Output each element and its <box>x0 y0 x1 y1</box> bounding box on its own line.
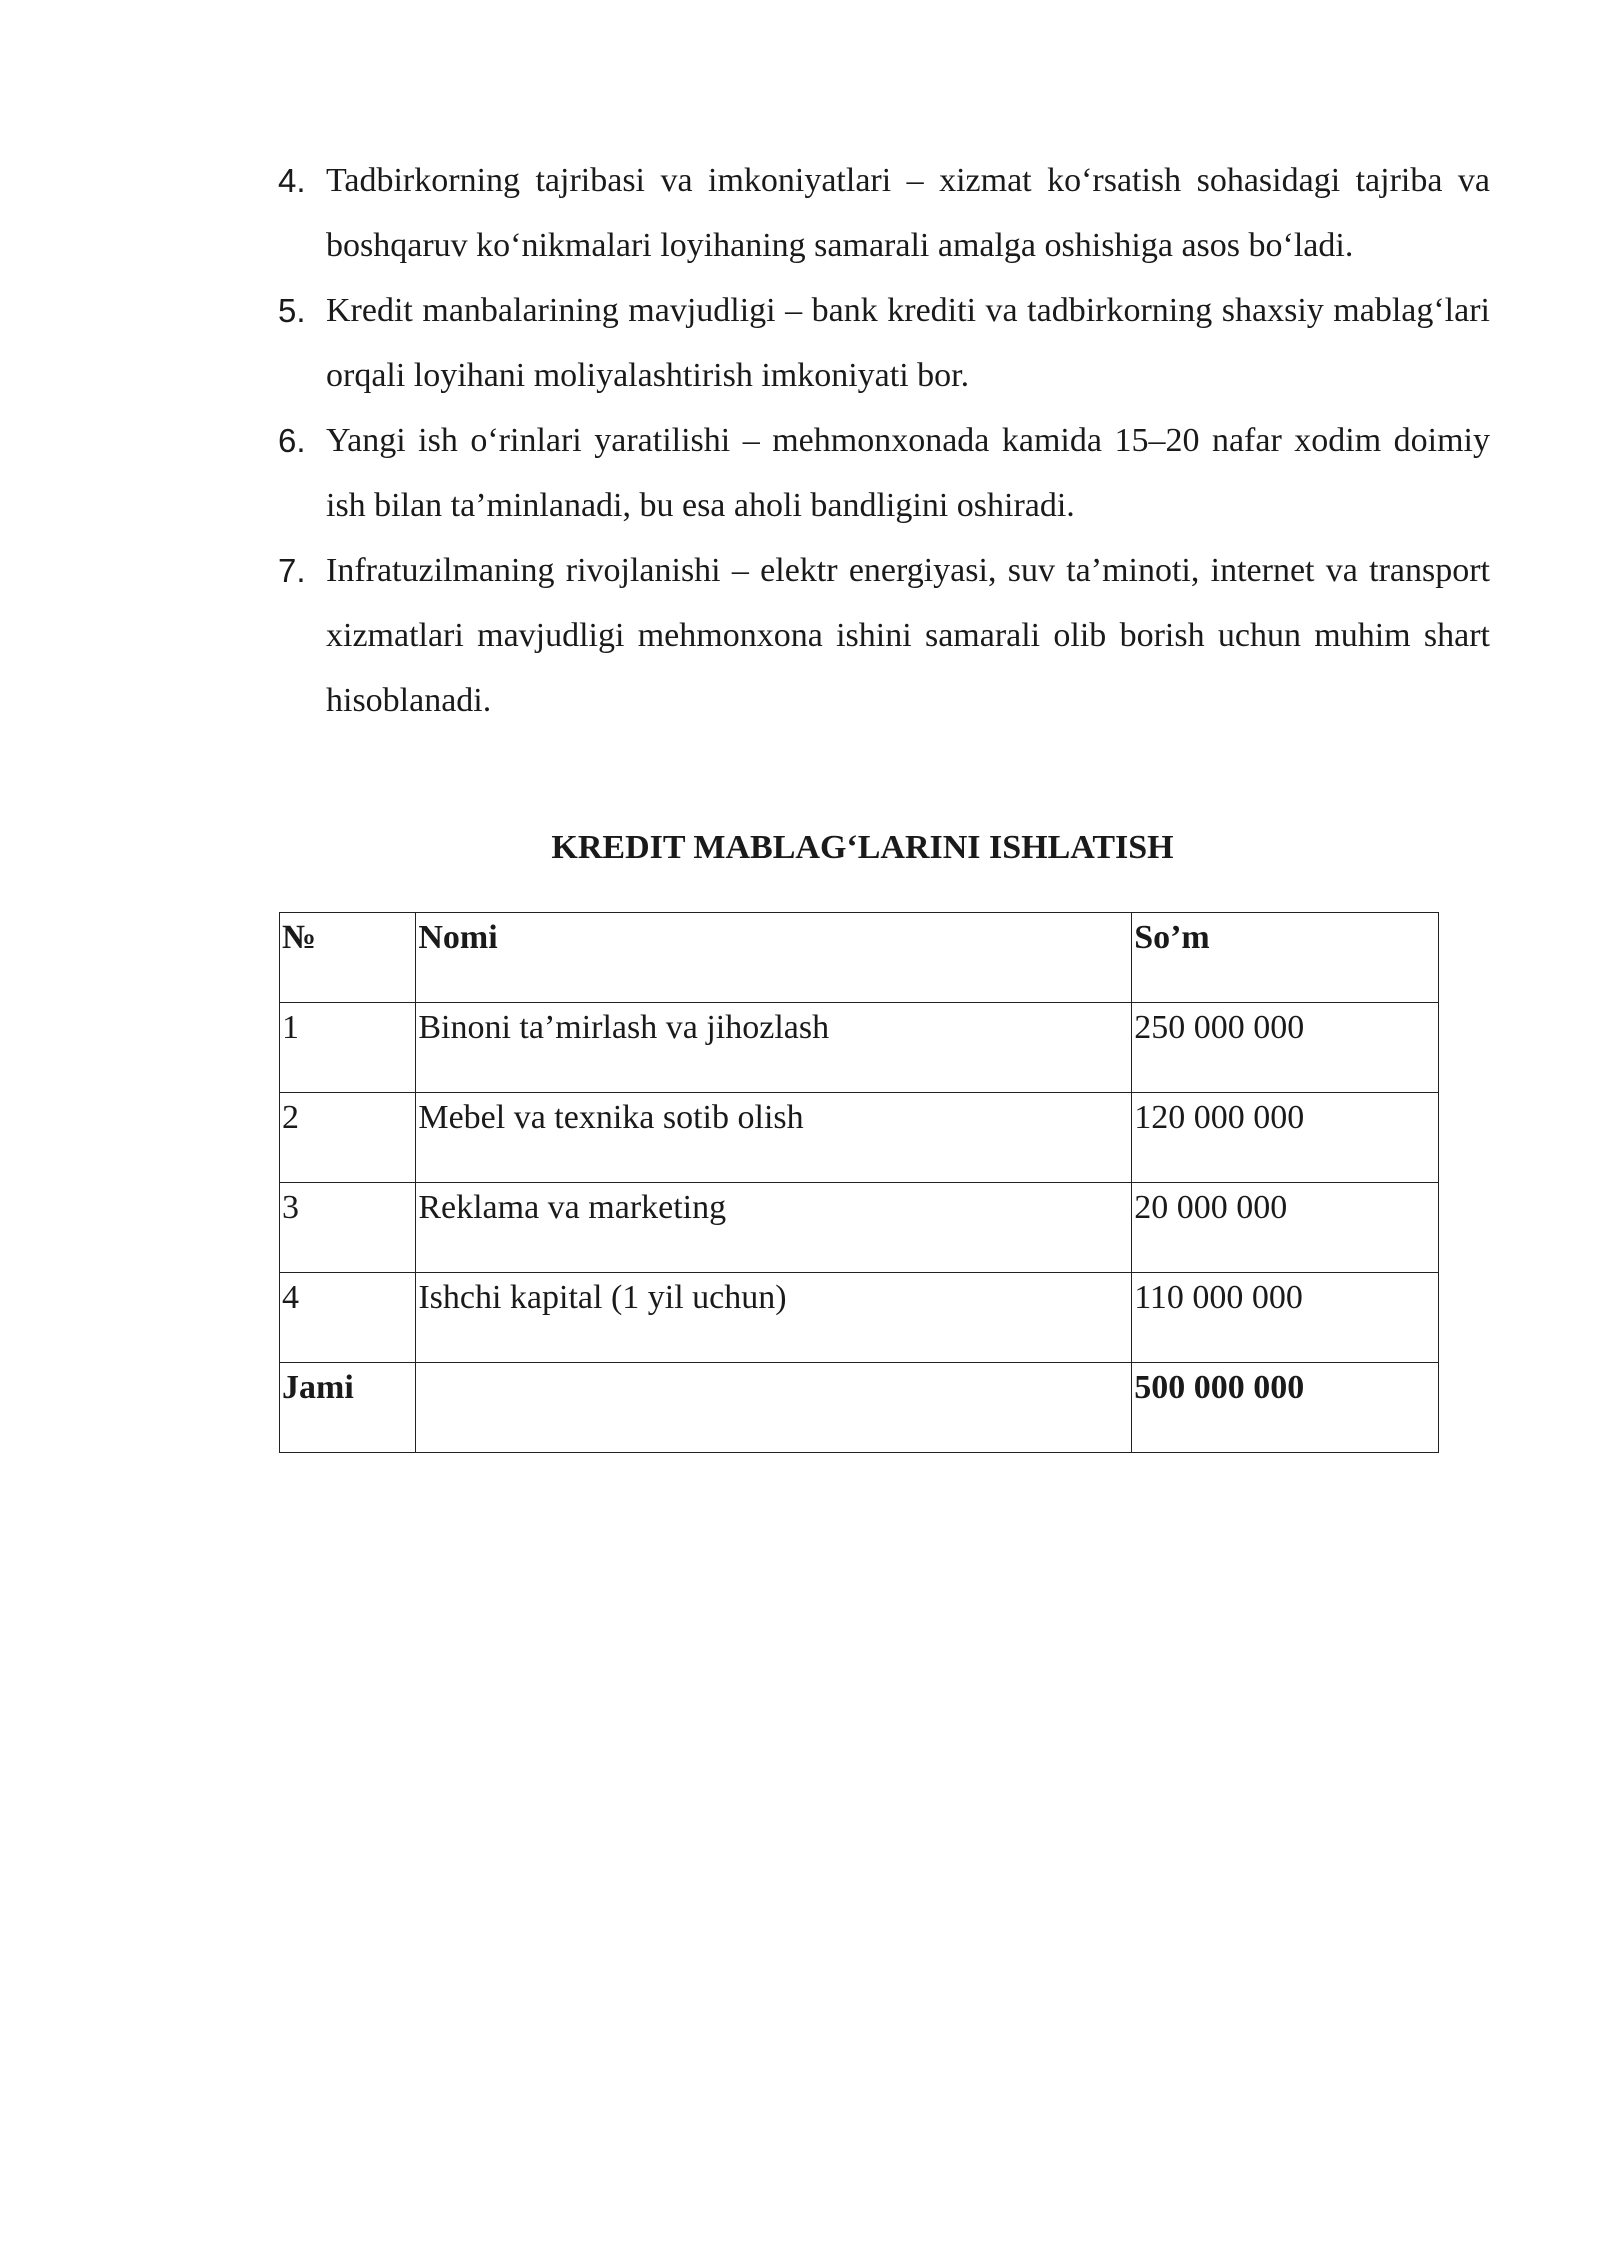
credit-allocation-table <box>279 912 1439 1453</box>
list-item-text: Yangi ish o‘rinlari yaratilishi – mehmonxonada kamida 15–20 nafar xodim doimiy ish bilan ta’minlanadi, bu esa aholi bandligini oshiradi. <box>326 422 1490 524</box>
total-amount: 500 000 000 <box>1132 1363 1439 1453</box>
cell-name: Ishchi kapital (1 yil uchun) <box>416 1273 1132 1363</box>
cell-number: 1 <box>280 1003 416 1093</box>
numbered-list <box>278 148 1490 733</box>
list-item-number: 4. <box>278 162 306 199</box>
list-item <box>278 408 1490 538</box>
cell-number: 3 <box>280 1183 416 1273</box>
list-item <box>278 538 1490 733</box>
list-item-number: 5. <box>278 292 306 329</box>
table-total-row <box>280 1363 1439 1453</box>
header-amount: So’m <box>1132 913 1439 1003</box>
cell-number: 4 <box>280 1273 416 1363</box>
section-title: KREDIT MABLAG‘LARINI ISHLATISH <box>551 829 1174 866</box>
table-header-row <box>280 913 1439 1003</box>
table-row <box>280 1183 1439 1273</box>
table-row <box>280 1093 1439 1183</box>
cell-amount: 120 000 000 <box>1132 1093 1439 1183</box>
cell-name: Reklama va marketing <box>416 1183 1132 1273</box>
cell-name: Binoni ta’mirlash va jihozlash <box>416 1003 1132 1093</box>
list-item-text: Tadbirkorning tajribasi va imkoniyatlari – xizmat ko‘rsatish sohasidagi tajriba va boshqaruv ko‘nikmalari loyihaning samarali amalga oshishiga asos bo‘ladi. <box>326 162 1490 264</box>
cell-name: Mebel va texnika sotib olish <box>416 1093 1132 1183</box>
table-row <box>280 1003 1439 1093</box>
list-item-number: 7. <box>278 552 306 589</box>
header-name: Nomi <box>416 913 1132 1003</box>
list-item <box>278 148 1490 278</box>
cell-amount: 110 000 000 <box>1132 1273 1439 1363</box>
cell-amount: 20 000 000 <box>1132 1183 1439 1273</box>
list-item-text: Kredit manbalarining mavjudligi – bank krediti va tadbirkorning shaxsiy mablag‘lari orqali loyihani moliyalashtirish imkoniyati bor. <box>326 292 1490 394</box>
cell-amount: 250 000 000 <box>1132 1003 1439 1093</box>
cell-number: 2 <box>280 1093 416 1183</box>
total-name-cell <box>416 1363 1132 1453</box>
header-number: № <box>280 913 416 1003</box>
table-row <box>280 1273 1439 1363</box>
list-item <box>278 278 1490 408</box>
list-item-text: Infratuzilmaning rivojlanishi – elektr energiyasi, suv ta’minoti, internet va transport xizmatlari mavjudligi mehmonxona ishini samarali olib borish uchun muhim shart hisoblanadi. <box>326 552 1490 719</box>
list-item-number: 6. <box>278 422 306 459</box>
total-label: Jami <box>280 1363 416 1453</box>
